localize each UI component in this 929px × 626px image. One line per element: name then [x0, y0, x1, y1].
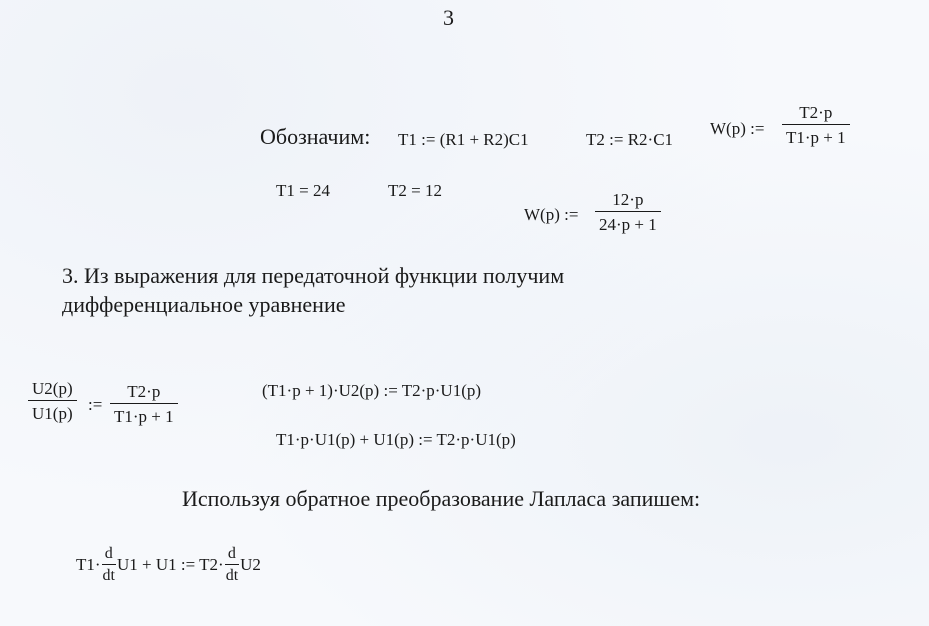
ratio-lhs-fraction — [28, 380, 77, 422]
t2-definition: T2 := R2·C1 — [586, 130, 674, 149]
w-definition-lhs: W(p) := — [710, 119, 765, 138]
derivative-denominator: dt — [102, 567, 115, 584]
w-numeric-fraction — [595, 191, 661, 233]
ratio-lhs-denominator: U1(p) — [32, 404, 73, 423]
w-definition-numerator: T2·p — [799, 103, 833, 122]
diff-middle: U1 + U1 := T2· — [117, 555, 224, 574]
page-number: 3 — [443, 5, 454, 30]
derivative-numerator: d — [104, 545, 113, 562]
equation-1: (T1·p + 1)·U2(p) := T2·p·U1(p) — [262, 381, 482, 400]
derivative-operator-2 — [225, 546, 239, 584]
designation-label: Обозначим: — [260, 124, 371, 149]
w-definition-denominator: T1·p + 1 — [786, 128, 846, 147]
section-heading-line1: 3. Из выражения для передаточной функции получим — [62, 263, 565, 288]
diff-t1: T1· — [76, 555, 101, 574]
w-numeric-denominator: 24·p + 1 — [599, 215, 657, 234]
w-numeric-lhs: W(p) := — [524, 205, 579, 224]
w-definition-fraction — [782, 104, 850, 146]
ratio-rhs-numerator: T2·p — [127, 382, 161, 401]
derivative-numerator: d — [227, 545, 236, 562]
ratio-assign: := — [88, 395, 103, 414]
w-numeric-numerator: 12·p — [612, 190, 644, 209]
differential-equation — [76, 546, 261, 584]
ratio-lhs-numerator: U2(p) — [32, 379, 73, 398]
derivative-denominator: dt — [225, 567, 239, 584]
diff-end: U2 — [240, 555, 261, 574]
ratio-rhs-denominator: T1·p + 1 — [114, 407, 174, 426]
derivative-operator-1 — [102, 546, 116, 584]
laplace-sentence: Используя обратное преобразование Лапласа запишем: — [182, 486, 701, 511]
t1-definition: T1 := (R1 + R2)C1 — [398, 130, 529, 149]
section-heading-line2: дифференциальное уравнение — [62, 292, 346, 317]
t1-value: T1 = 24 — [276, 181, 330, 200]
t2-value: T2 = 12 — [388, 181, 442, 200]
equation-2: T1·p·U1(p) + U1(p) := T2·p·U1(p) — [276, 430, 516, 449]
ratio-rhs-fraction — [110, 383, 178, 425]
